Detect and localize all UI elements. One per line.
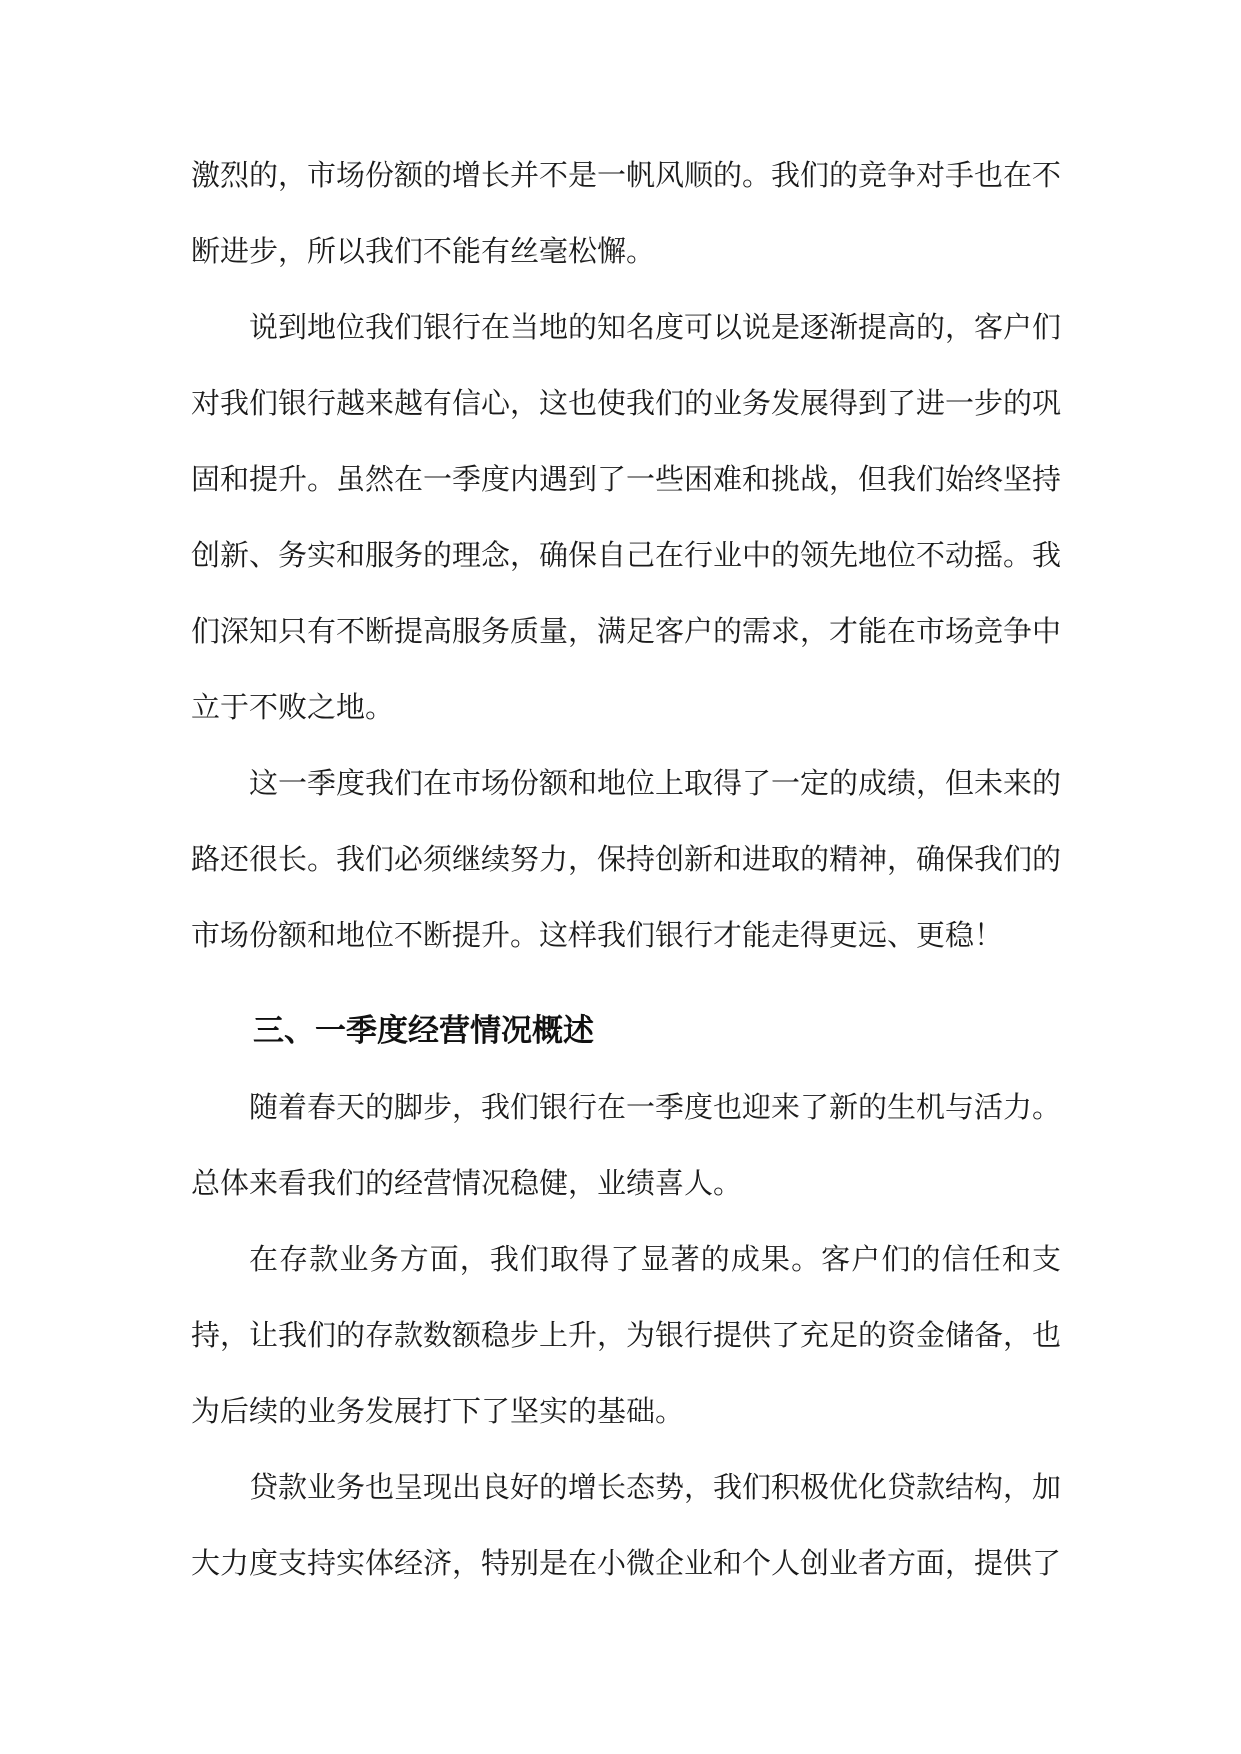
document-body — [191, 137, 1061, 1601]
paragraph-market-competition: 激烈的，市场份额的增长并不是一帆风顺的。我们的竞争对手也在不断进步，所以我们不能有丝毫松懈。 — [191, 158, 1062, 268]
paragraph-quarter-summary: 这一季度我们在市场份额和地位上取得了一定的成绩，但未来的路还很长。我们必须继续努力，保持创新和进取的精神，确保我们的市场份额和地位不断提升。这样我们银行才能走得更远、更稳！ — [191, 766, 1062, 952]
paragraph-bank-status: 说到地位我们银行在当地的知名度可以说是逐渐提高的，客户们对我们银行越来越有信心，这也使我们的业务发展得到了进一步的巩固和提升。虽然在一季度内遇到了一些困难和挑战，但我们始终坚持创新、务实和服务的理念，确保自己在行业中的领先地位不动摇。我们深知只有不断提高服务质量，满足客户的需求，才能在市场竞争中立于不败之地。 — [191, 310, 1062, 724]
section-heading: 三、一季度经营情况概述 — [253, 1013, 594, 1049]
paragraph-spring-overview: 随着春天的脚步，我们银行在一季度也迎来了新的生机与活力。总体来看我们的经营情况稳健，业绩喜人。 — [191, 1090, 1062, 1200]
paragraph-deposit-business: 在存款业务方面，我们取得了显著的成果。客户们的信任和支持，让我们的存款数额稳步上升，为银行提供了充足的资金储备，也为后续的业务发展打下了坚实的基础。 — [191, 1242, 1062, 1428]
paragraph-loan-business: 贷款业务也呈现出良好的增长态势，我们积极优化贷款结构，加大力度支持实体经济，特别是在小微企业和个人创业者方面，提供了 — [191, 1470, 1062, 1580]
